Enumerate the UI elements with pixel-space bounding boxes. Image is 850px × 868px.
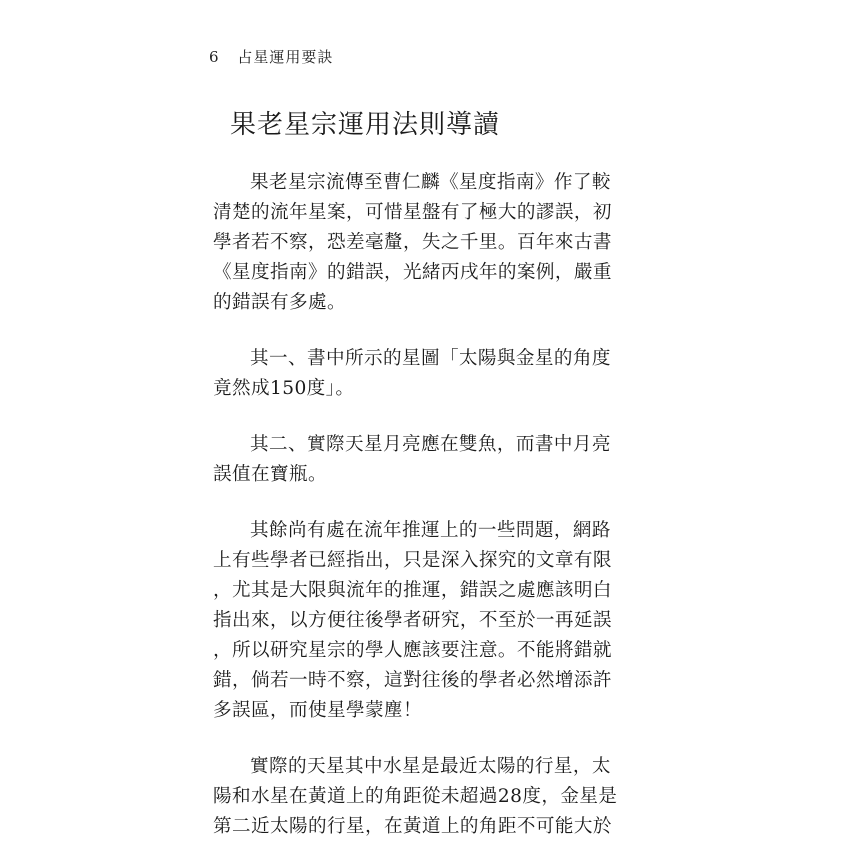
body-text [213,168,643,868]
text-line: 其餘尚有處在流年推運上的一些問題，網路 [250,520,611,541]
text-line: 上有些學者已經指出，只是深入探究的文章有限 [213,550,612,571]
text-line: 陽和水星在黃道上的角距從未超過28度，金星是 [213,786,618,807]
text-line: 指出來，以方便往後學者研究，不至於一再延誤 [213,610,612,631]
text-line: 第二近太陽的行星，在黃道上的角距不可能大於 [213,816,612,837]
section-title: 果老星宗運用法則導讀 [230,110,501,140]
text-line: 果老星宗流傳至曹仁麟《星度指南》作了較 [250,172,611,193]
running-header [209,46,333,67]
page-number: 6 [209,48,220,66]
text-line: 錯，倘若一時不察，這對往後的學者必然增添許 [213,670,612,691]
paragraph [213,516,643,726]
text-line: ，所以研究星宗的學人應該要注意。不能將錯就 [213,640,612,661]
paragraph [213,168,643,318]
book-title: 占星運用要訣 [237,48,334,66]
text-line: 清楚的流年星案，可惜星盤有了極大的謬誤，初 [213,202,612,223]
text-line: 《星度指南》的錯誤，光緒丙戌年的案例，嚴重 [213,262,612,283]
text-line: 學者若不察，恐差毫釐，失之千里。百年來古書 [213,232,612,253]
text-line: 竟然成150度」。 [213,378,355,399]
paragraph [213,752,643,842]
paragraph [213,344,643,404]
text-line: 誤值在寶瓶。 [213,464,327,485]
text-line: 多誤區，而使星學蒙塵！ [213,700,422,721]
text-line: 其一、書中所示的星圖「太陽與金星的角度 [250,348,611,369]
text-line: 的錯誤有多處。 [213,292,346,313]
text-line: 實際的天星其中水星是最近太陽的行星，太 [250,756,611,777]
text-line: ，尤其是大限與流年的推運，錯誤之處應該明白 [213,580,612,601]
paragraph [213,430,643,490]
text-line: 其二、實際天星月亮應在雙魚，而書中月亮 [250,434,611,455]
